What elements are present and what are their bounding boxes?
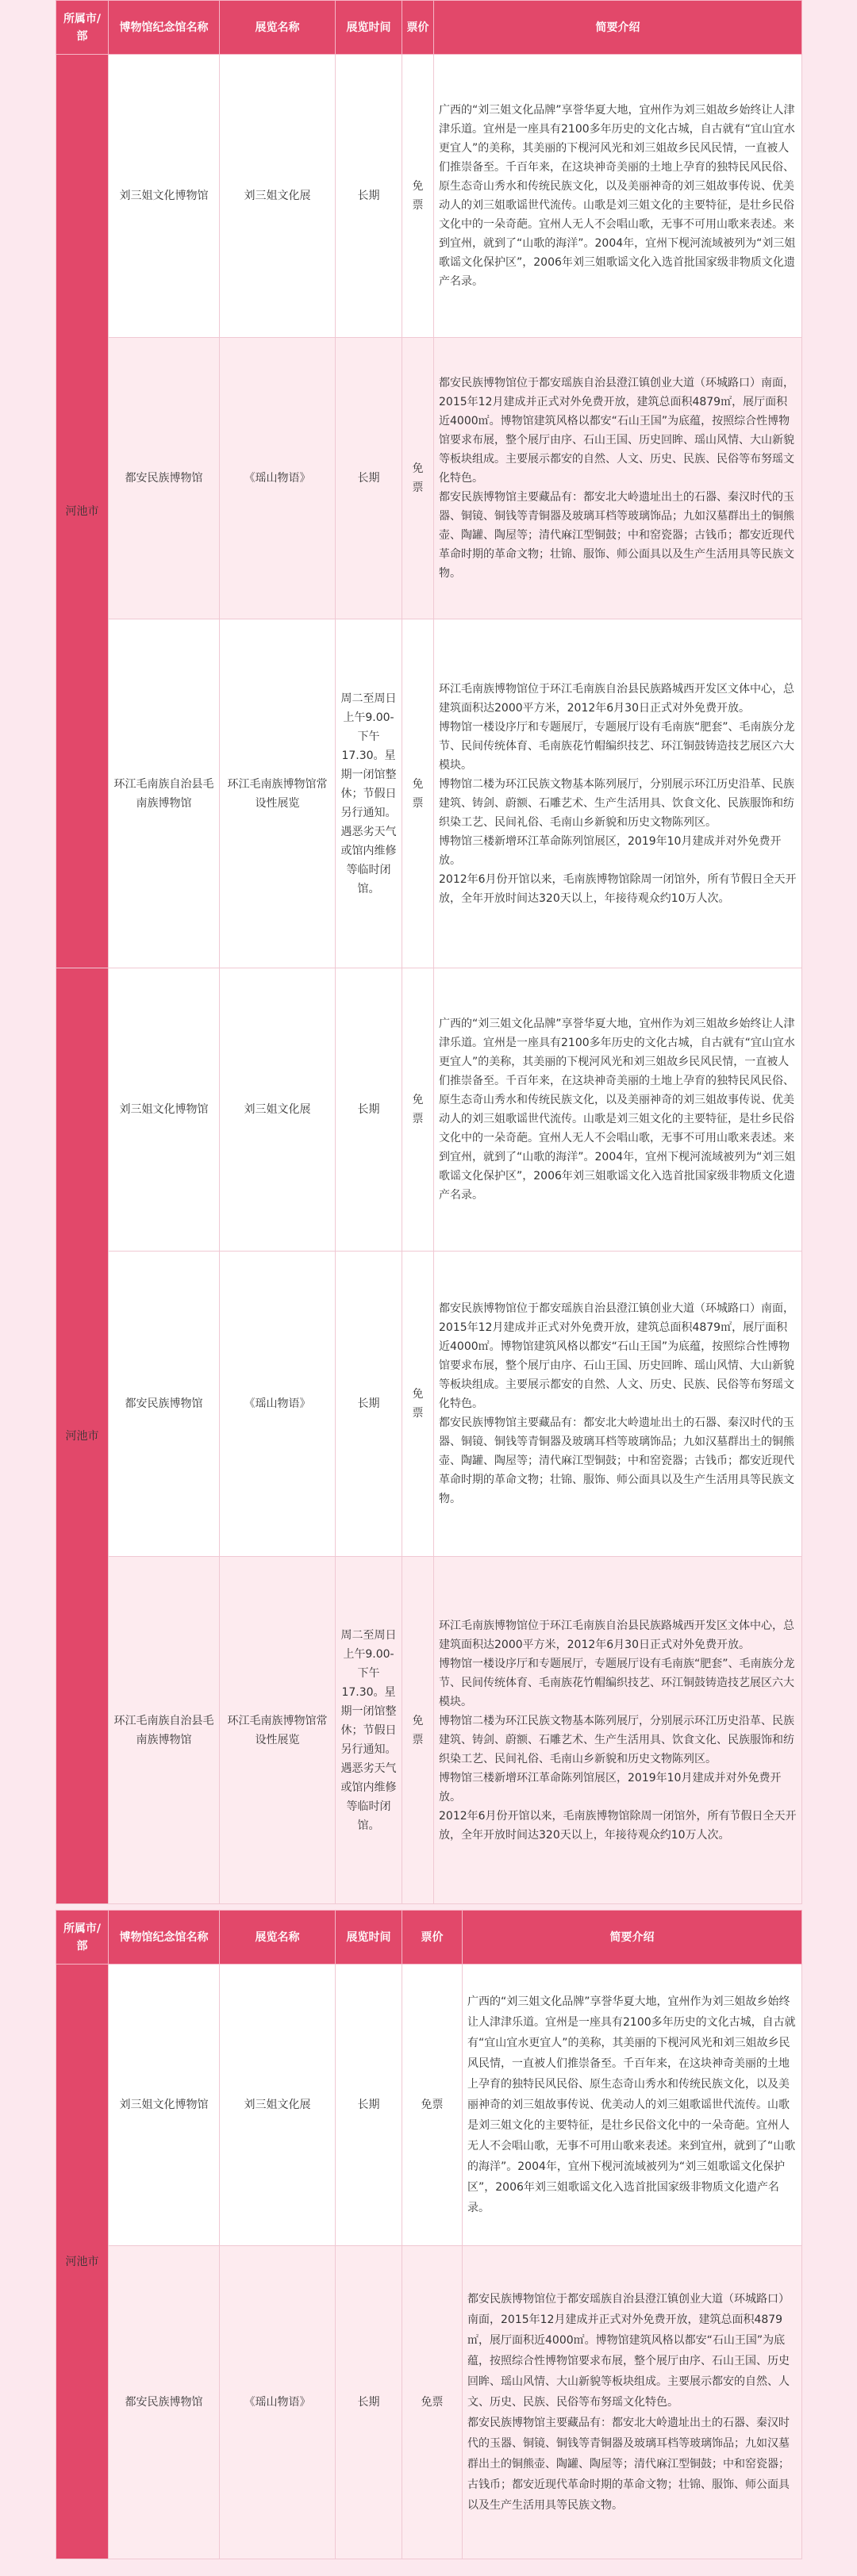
exhibition-time: 周二至周日上午9.00-下午17.30。星期一闭馆整休；节假日另行通知。遇恶劣天气或馆内维修等临时闭馆。 xyxy=(336,1557,402,1904)
exhibition-time: 长期 xyxy=(336,338,402,619)
city-cell: 河池市 xyxy=(56,55,109,968)
ticket-price: 免票 xyxy=(402,1965,463,2246)
exhibition-time: 长期 xyxy=(336,2246,402,2559)
exhibition-time: 长期 xyxy=(336,1252,402,1557)
table-row xyxy=(56,2246,802,2559)
intro-paragraph: 2012年6月份开馆以来，毛南族博物馆除周一闭馆外，所有节假日全天开放，全年开放时间达320天以上，年接待观众约10万人次。 xyxy=(439,1809,797,1842)
intro-text xyxy=(434,1252,802,1557)
museum-table xyxy=(56,968,802,1904)
exhibition-time: 长期 xyxy=(336,968,402,1252)
city-cell: 河池市 xyxy=(56,1965,109,2559)
intro-text xyxy=(434,968,802,1252)
intro-paragraph: 博物馆二楼为环江民族文物基本陈列展厅，分别展示环江历史沿革、民族建筑、铸剑、蔚额、石雕艺术、生产生活用具、饮食文化、民族服饰和纺织染工艺、民间礼俗、毛南山乡新貌和历史文物陈列区。 xyxy=(439,1714,794,1765)
exhibition-time: 长期 xyxy=(336,1965,402,2246)
intro-paragraph: 博物馆一楼设序厅和专题展厅，专题展厅设有毛南族“肥套”、毛南族分龙节、民间传统体育、毛南族花竹帽编织技艺、环江铜鼓铸造技艺展区六大模块。 xyxy=(439,720,795,772)
exhibition-name: 《瑶山物语》 xyxy=(220,338,336,619)
header-museum: 博物馆纪念馆名称 xyxy=(109,1,220,55)
table-row xyxy=(56,619,802,968)
table-row xyxy=(56,1252,802,1557)
intro-paragraph: 都安民族博物馆位于都安瑶族自治县澄江镇创业大道（环城路口）南面，2015年12月建成并正式对外免费开放，建筑总面积4879㎡，展厅面积近4000㎡。博物馆建筑风格以都安“石山王国”为底蕴，按照综合性博物馆要求布展，整个展厅由序、石山王国、历史回眸、瑶山风情、大山新貌等板块组成。主要展示都安的自然、人文、历史、民族、民俗等布努瑶文化特色。 xyxy=(439,377,794,485)
intro-text xyxy=(434,338,802,619)
museum-name: 环江毛南族自治县毛南族博物馆 xyxy=(109,1557,220,1904)
exhibition-name: 环江毛南族博物馆常设性展览 xyxy=(220,619,336,968)
intro-paragraph: 广西的“刘三姐文化品牌”享誉华夏大地，宜州作为刘三姐故乡始终让人津津乐道。宜州是一座具有2100多年历史的文化古城，自古就有“宜山宜水更宜人”的美称，其美丽的下枧河风光和刘三姐故乡民风民情，一直被人们推崇备至。千百年来，在这块神奇美丽的土地上孕育的独特民风民俗、原生态奇山秀水和传统民族文化，以及美丽神奇的刘三姐故事传说、优美动人的刘三姐歌谣世代流传。山歌是刘三姐文化的主要特征，是壮乡民俗文化中的一朵奇葩。宜州人无人不会唱山歌，无事不可用山歌来表述。来到宜州，就到了“山歌的海洋”。2004年，宜州下枧河流域被列为“刘三姐歌谣文化保护区”，2006年刘三姐歌谣文化入选首批国家级非物质文化遗产名录。 xyxy=(467,1995,796,2214)
museum-name: 环江毛南族自治县毛南族博物馆 xyxy=(109,619,220,968)
ticket-price: 免票 xyxy=(402,619,434,968)
intro-paragraph: 2012年6月份开馆以来，毛南族博物馆除周一闭馆外，所有节假日全天开放，全年开放时间达320天以上，年接待观众约10万人次。 xyxy=(439,872,797,905)
intro-text xyxy=(434,55,802,338)
intro-text xyxy=(434,619,802,968)
exhibition-name: 环江毛南族博物馆常设性展览 xyxy=(220,1557,336,1904)
intro-paragraph: 博物馆一楼设序厅和专题展厅，专题展厅设有毛南族“肥套”、毛南族分龙节、民间传统体育、毛南族花竹帽编织技艺、环江铜鼓铸造技艺展区六大模块。 xyxy=(439,1657,795,1708)
ticket-price: 免票 xyxy=(402,338,434,619)
intro-text xyxy=(463,2246,802,2559)
museum-name: 都安民族博物馆 xyxy=(109,338,220,619)
header-city: 所属市/部 xyxy=(56,1911,109,1965)
exhibition-time: 长期 xyxy=(336,55,402,338)
intro-paragraph: 环江毛南族博物馆位于环江毛南族自治县民族路城西开发区文体中心，总建筑面积达2000平方米，2012年6月30日正式对外免费开放。 xyxy=(439,682,794,715)
header-city: 所属市/部 xyxy=(56,1,109,55)
ticket-price: 免票 xyxy=(402,1252,434,1557)
intro-paragraph: 都安民族博物馆主要藏品有：都安北大岭遗址出土的石器、秦汉时代的玉器、铜镜、铜钱等青铜器及玻璃耳档等玻璃饰品；九如汉墓群出土的铜熊壶、陶罐、陶屋等；清代麻江型铜鼓；中和窑瓷器；古钱币；都安近现代革命时期的革命文物；壮锦、服饰、师公面具以及生产生活用具等民族文物。 xyxy=(467,2417,790,2512)
intro-paragraph: 博物馆二楼为环江民族文物基本陈列展厅，分别展示环江历史沿革、民族建筑、铸剑、蔚额、石雕艺术、生产生活用具、饮食文化、民族服饰和纺织染工艺、民间礼俗、毛南山乡新貌和历史文物陈列区。 xyxy=(439,777,794,829)
header-intro: 简要介绍 xyxy=(434,1,802,55)
intro-paragraph: 都安民族博物馆主要藏品有：都安北大岭遗址出土的石器、秦汉时代的玉器、铜镜、铜钱等青铜器及玻璃耳档等玻璃饰品；九如汉墓群出土的铜熊壶、陶罐、陶屋等；清代麻江型铜鼓；中和窑瓷器；古钱币；都安近现代革命时期的革命文物；壮锦、服饰、师公面具以及生产生活用具等民族文物。 xyxy=(439,1416,794,1505)
exhibition-time: 周二至周日上午9.00-下午17.30。星期一闭馆整休；节假日另行通知。遇恶劣天气或馆内维修等临时闭馆。 xyxy=(336,619,402,968)
header-price: 票价 xyxy=(402,1,434,55)
intro-paragraph: 博物馆三楼新增环江革命陈列馆展区，2019年10月建成并对外免费开放。 xyxy=(439,834,782,867)
museum-name: 都安民族博物馆 xyxy=(109,2246,220,2559)
intro-paragraph: 广西的“刘三姐文化品牌”享誉华夏大地，宜州作为刘三姐故乡始终让人津津乐道。宜州是一座具有2100多年历史的文化古城，自古就有“宜山宜水更宜人”的美称，其美丽的下枧河风光和刘三姐故乡民风民情，一直被人们推崇备至。千百年来，在这块神奇美丽的土地上孕育的独特民风民俗、原生态奇山秀水和传统民族文化，以及美丽神奇的刘三姐故事传说、优美动人的刘三姐歌谣世代流传。山歌是刘三姐文化的主要特征，是壮乡民俗文化中的一朵奇葩。宜州人无人不会唱山歌，无事不可用山歌来表述。来到宜州，就到了“山歌的海洋”。2004年，宜州下枧河流域被列为“刘三姐歌谣文化保护区”，2006年刘三姐歌谣文化入选首批国家级非物质文化遗产名录。 xyxy=(439,104,796,288)
table-row xyxy=(56,1557,802,1904)
exhibition-name: 刘三姐文化展 xyxy=(220,968,336,1252)
header-price: 票价 xyxy=(402,1911,463,1965)
museum-name: 刘三姐文化博物馆 xyxy=(109,55,220,338)
header-row xyxy=(56,1,802,55)
intro-paragraph: 都安民族博物馆位于都安瑶族自治县澄江镇创业大道（环城路口）南面，2015年12月建成并正式对外免费开放，建筑总面积4879㎡，展厅面积近4000㎡。博物馆建筑风格以都安“石山王国”为底蕴，按照综合性博物馆要求布展，整个展厅由序、石山王国、历史回眸、瑶山风情、大山新貌等板块组成。主要展示都安的自然、人文、历史、民族、民俗等布努瑶文化特色。 xyxy=(439,1302,794,1410)
table-row xyxy=(56,1965,802,2246)
table-row xyxy=(56,968,802,1252)
museum-table xyxy=(56,0,802,968)
intro-text xyxy=(434,1557,802,1904)
intro-paragraph: 都安民族博物馆位于都安瑶族自治县澄江镇创业大道（环城路口）南面，2015年12月建成并正式对外免费开放，建筑总面积4879㎡，展厅面积近4000㎡。博物馆建筑风格以都安“石山王国”为底蕴，按照综合性博物馆要求布展，整个展厅由序、石山王国、历史回眸、瑶山风情、大山新貌等板块组成。主要展示都安的自然、人文、历史、民族、民俗等布努瑶文化特色。 xyxy=(467,2293,790,2409)
header-time: 展览时间 xyxy=(336,1,402,55)
table-row xyxy=(56,55,802,338)
ticket-price: 免票 xyxy=(402,968,434,1252)
header-row xyxy=(56,1911,802,1965)
intro-paragraph: 环江毛南族博物馆位于环江毛南族自治县民族路城西开发区文体中心，总建筑面积达2000平方米，2012年6月30日正式对外免费开放。 xyxy=(439,1619,794,1651)
museum-name: 都安民族博物馆 xyxy=(109,1252,220,1557)
museum-table xyxy=(56,1910,802,2559)
museum-name: 刘三姐文化博物馆 xyxy=(109,1965,220,2246)
museum-name: 刘三姐文化博物馆 xyxy=(109,968,220,1252)
header-exhibition: 展览名称 xyxy=(220,1,336,55)
city-cell: 河池市 xyxy=(56,968,109,1904)
exhibition-name: 刘三姐文化展 xyxy=(220,1965,336,2246)
header-museum: 博物馆纪念馆名称 xyxy=(109,1911,220,1965)
intro-paragraph: 广西的“刘三姐文化品牌”享誉华夏大地，宜州作为刘三姐故乡始终让人津津乐道。宜州是一座具有2100多年历史的文化古城，自古就有“宜山宜水更宜人”的美称，其美丽的下枧河风光和刘三姐故乡民风民情，一直被人们推崇备至。千百年来，在这块神奇美丽的土地上孕育的独特民风民俗、原生态奇山秀水和传统民族文化，以及美丽神奇的刘三姐故事传说、优美动人的刘三姐歌谣世代流传。山歌是刘三姐文化的主要特征，是壮乡民俗文化中的一朵奇葩。宜州人无人不会唱山歌，无事不可用山歌来表述。来到宜州，就到了“山歌的海洋”。2004年，宜州下枧河流域被列为“刘三姐歌谣文化保护区”，2006年刘三姐歌谣文化入选首批国家级非物质文化遗产名录。 xyxy=(439,1018,796,1202)
intro-paragraph: 博物馆三楼新增环江革命陈列馆展区，2019年10月建成并对外免费开放。 xyxy=(439,1771,782,1804)
table-row xyxy=(56,338,802,619)
header-exhibition: 展览名称 xyxy=(220,1911,336,1965)
ticket-price: 免票 xyxy=(402,2246,463,2559)
exhibition-name: 《瑶山物语》 xyxy=(220,1252,336,1557)
exhibition-name: 《瑶山物语》 xyxy=(220,2246,336,2559)
header-time: 展览时间 xyxy=(336,1911,402,1965)
ticket-price: 免票 xyxy=(402,55,434,338)
exhibition-name: 刘三姐文化展 xyxy=(220,55,336,338)
header-intro: 简要介绍 xyxy=(463,1911,802,1965)
intro-paragraph: 都安民族博物馆主要藏品有：都安北大岭遗址出土的石器、秦汉时代的玉器、铜镜、铜钱等青铜器及玻璃耳档等玻璃饰品；九如汉墓群出土的铜熊壶、陶罐、陶屋等；清代麻江型铜鼓；中和窑瓷器；古钱币；都安近现代革命时期的革命文物；壮锦、服饰、师公面具以及生产生活用具等民族文物。 xyxy=(439,491,794,580)
ticket-price: 免票 xyxy=(402,1557,434,1904)
intro-text xyxy=(463,1965,802,2246)
